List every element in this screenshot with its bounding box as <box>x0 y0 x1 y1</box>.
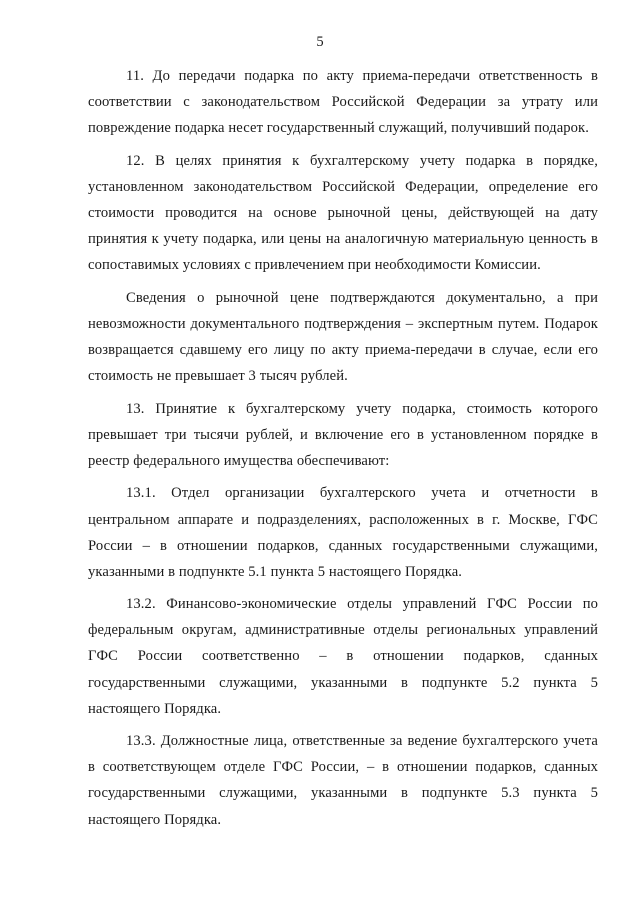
paragraph-13-3: 13.3. Должностные лица, ответственные за ведение бухгалтерского учета в соответствующем отделе ГФС России, – в отношении подарков, сданных государственными служащими, указанными в подпункте 5.3 пункта 5 настоящего Порядка. <box>88 733 598 828</box>
paragraph-13: 13. Принятие к бухгалтерскому учету подарка, стоимость которого превышает три тысячи рублей, и включение его в установленном порядке в реестр федерального имущества обеспечивают: <box>88 400 598 469</box>
page-number: 5 <box>316 34 324 50</box>
paragraph-11: 11. До передачи подарка по акту приема-передачи ответственность в соответствии с законодательством Российской Федерации за утрату или повреждение подарка несет государственный служащий, получивший подарок. <box>88 68 598 137</box>
paragraph-13-2: 13.2. Финансово-экономические отделы управлений ГФС России по федеральным округам, административные отделы региональных управлений ГФС России соответственно – в отношении подарков, сданных государственными служащими, указанными в подпункте 5.2 пункта 5 настоящего Порядка. <box>88 596 598 717</box>
paragraph-market-price: Сведения о рыночной цене подтверждаются документально, а при невозможности документального подтверждения – экспертным путем. Подарок возвращается сдавшему его лицу по акту приема-передачи в случае, если его стоимость не превышает 3 тысяч рублей. <box>88 289 598 385</box>
document-body <box>88 63 598 839</box>
paragraph-13-1: 13.1. Отдел организации бухгалтерского учета и отчетности в центральном аппарате и подразделениях, расположенных в г. Москве, ГФС России – в отношении подарков, сданных государственными служащими, указанными в подпункте 5.1 пункта 5 настоящего Порядка. <box>88 485 598 580</box>
paragraph-12: 12. В целях принятия к бухгалтерскому учету подарка в порядке, установленном законодательством Российской Федерации, определение его стоимости проводится на основе рыночной цены, действующей на дату принятия к учету подарка, или цены на аналогичную материальную ценность в сопоставимых условиях с привлечением при необходимости Комиссии. <box>88 152 598 274</box>
